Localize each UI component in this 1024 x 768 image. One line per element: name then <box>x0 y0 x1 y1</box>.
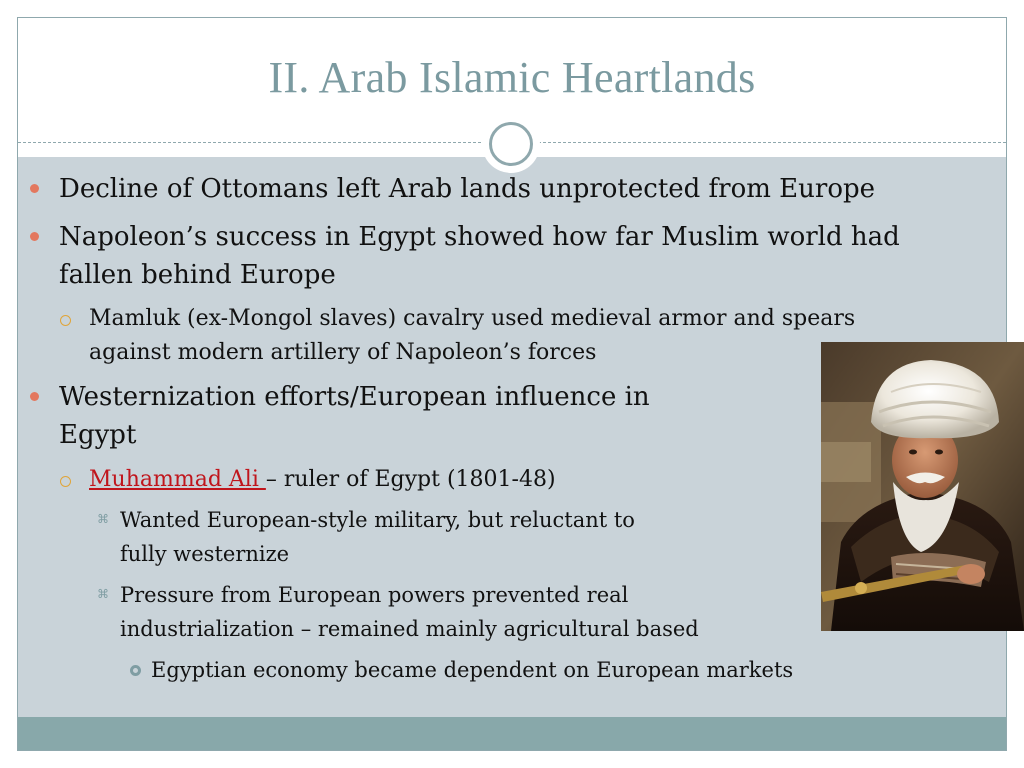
slide-title: II. Arab Islamic Heartlands <box>268 53 756 102</box>
bottom-bar <box>18 717 1006 751</box>
bullet-text: Decline of Ottomans left Arab lands unprotected from Europe <box>59 174 876 204</box>
ornament-ring <box>489 122 533 166</box>
bullet-dot-icon <box>30 392 39 401</box>
bullet-ring-icon <box>60 476 71 487</box>
level3-text: fully westernize <box>120 542 290 566</box>
bullet-text: Egypt <box>59 420 137 450</box>
bullet-text: fallen behind Europe <box>59 260 336 290</box>
circle-ornament-icon <box>482 115 540 173</box>
x-mark-icon: ⌘ <box>97 587 109 601</box>
x-mark-icon: ⌘ <box>97 512 109 526</box>
level3-text: Pressure from European powers prevented real <box>120 583 629 607</box>
muhammad-ali-link[interactable]: Muhammad Ali <box>89 467 266 492</box>
bullet-text: Napoleon’s success in Egypt showed how far Muslim world had <box>59 222 900 252</box>
portrait-image <box>821 342 1024 631</box>
sub-bullet-text: against modern artillery of Napoleon’s forces <box>89 340 597 365</box>
sub-bullet-text: Mamluk (ex-Mongol slaves) cavalry used medieval armor and spears <box>89 306 856 331</box>
level4-text: Egyptian economy became dependent on European markets <box>151 658 794 682</box>
portrait-svg <box>821 342 1024 631</box>
bullet-dot-icon <box>30 232 39 241</box>
bullet-ring-icon <box>60 315 71 326</box>
sub-bullet-rest: – ruler of Egypt (1801-48) <box>265 467 556 492</box>
level3-text: Wanted European-style military, but reluctant to <box>120 508 635 532</box>
ring-bullet-icon <box>130 665 141 676</box>
bullet-text: Westernization efforts/European influence in <box>59 382 650 412</box>
bullet-dot-icon <box>30 184 39 193</box>
sub-bullet-text <box>89 463 556 497</box>
level3-text: industrialization – remained mainly agricultural based <box>120 617 699 641</box>
